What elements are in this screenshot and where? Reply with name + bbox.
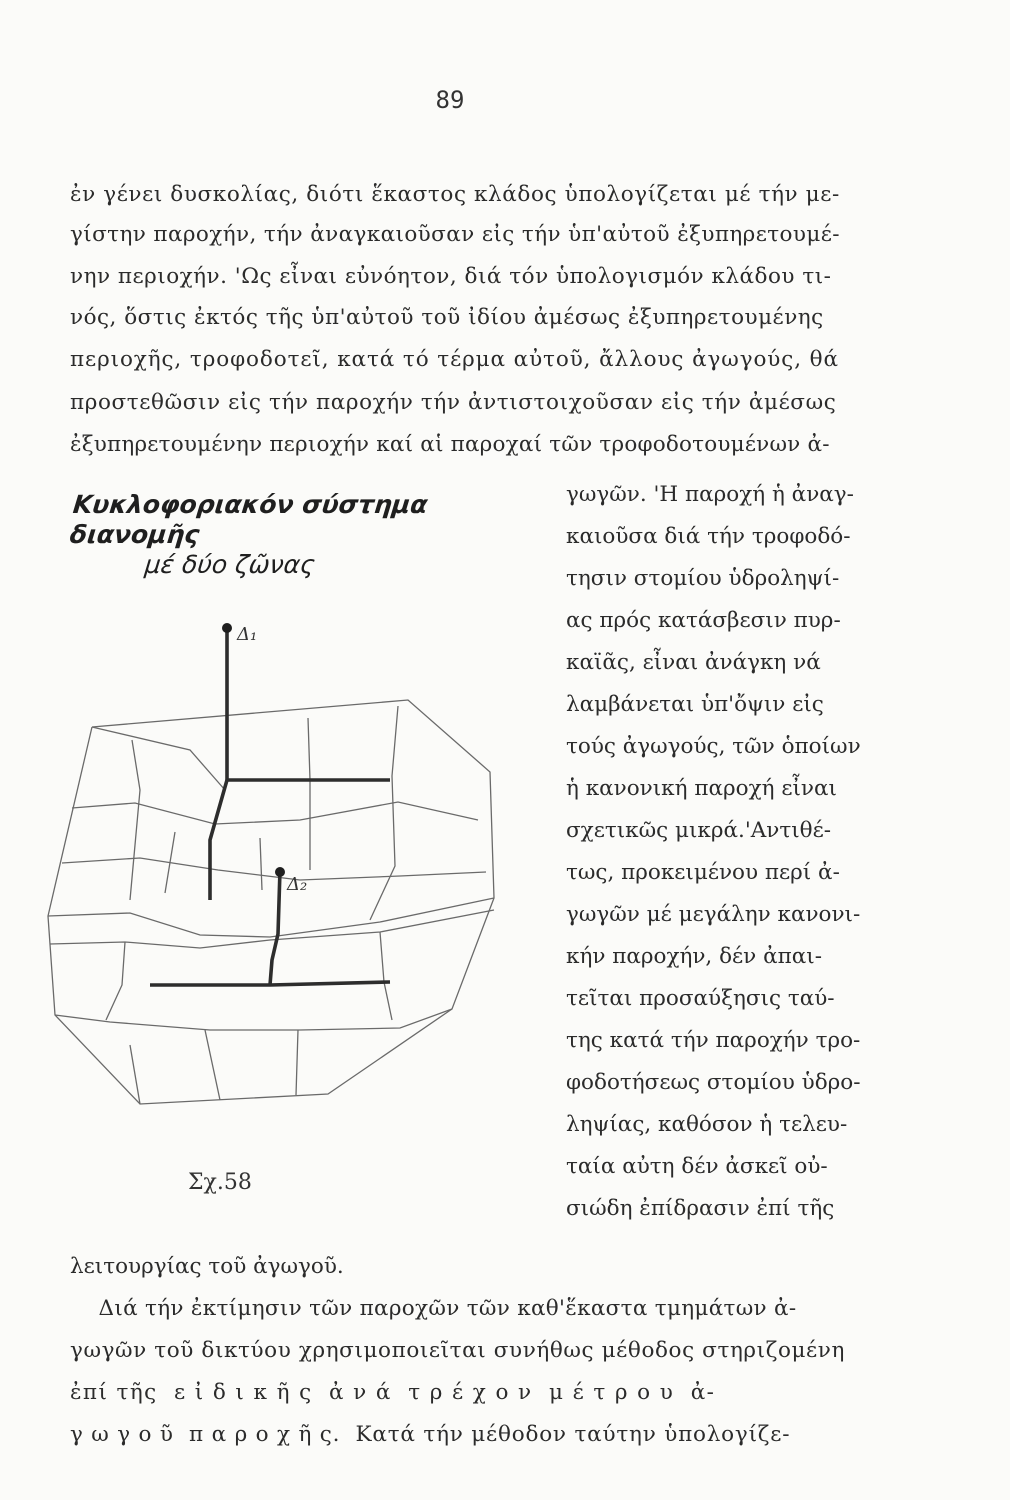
pipe-h1 <box>92 727 225 790</box>
side-line-12: κήν παροχήν, δέν ἀπαι- <box>566 944 822 969</box>
network-main-feeders <box>150 628 390 985</box>
bottom-line-2: Διά τήν ἐκτίμησιν τῶν παροχῶν τῶν καθ'ἕκαστα τμημάτων ἀ- <box>70 1296 797 1321</box>
main-feeder-down <box>210 780 227 900</box>
pipe-h3 <box>62 858 486 880</box>
figure-number: Σχ.58 <box>188 1170 252 1195</box>
side-line-6: λαμβάνεται ὑπ'ὄψιν εἰς <box>566 692 824 717</box>
side-line-1: γωγῶν. 'Η παροχή ἡ ἀναγ- <box>566 482 854 507</box>
network-boundary <box>48 700 494 1104</box>
body-line-3: νην περιοχήν. 'Ως εἶναι εὐνόητον, διά τόν ὑπολογισμόν κλάδου τι- <box>70 264 832 289</box>
body-line-2: γίστην παροχήν, τήν ἀναγκαιοῦσαν εἰς τήν ὑπ'αὐτοῦ ἐξυπηρετουμέ- <box>70 222 840 247</box>
side-line-10: τως, προκειμένου περί ἀ- <box>566 860 840 885</box>
zone-boundary-b <box>50 910 494 948</box>
pipe-v5 <box>260 838 262 890</box>
side-line-18: σιώδη ἐπίδρασιν ἐπί τῆς <box>566 1196 835 1221</box>
source-node-a2 <box>275 867 285 877</box>
side-line-11: γωγῶν μέ μεγάλην κανονι- <box>566 902 861 927</box>
pipe-v2 <box>308 718 310 870</box>
pipe-v7 <box>380 932 392 1020</box>
network-thin-pipes <box>48 700 494 1104</box>
body-line-4: νός, ὅστις ἐκτός τῆς ὑπ'αὐτοῦ τοῦ ἰδίου ἀμέσως ἐξυπηρετουμένης <box>70 305 824 330</box>
pipe-v3 <box>370 706 398 920</box>
body-line-7: ἐξυπηρετουμένην περιοχήν καί αἱ παροχαί τῶν τροφοδοτουμένων ἀ- <box>70 432 830 457</box>
pipe-h2 <box>72 802 478 824</box>
side-line-7: τούς ἀγωγούς, τῶν ὁποίων <box>566 734 861 759</box>
bottom-line-3: γωγῶν τοῦ δικτύου χρησιμοποιεῖται συνήθως μέθοδος στηριζομένη <box>70 1338 845 1363</box>
figure-title-line-1: Κυκλοφοριακόν σύστημα διανομῆς <box>68 490 430 549</box>
page-number: 89 <box>435 86 465 114</box>
side-line-3: τησιν στομίου ὑδροληψί- <box>566 566 840 591</box>
figure-title-line-2: μέ δύο ζῶνας <box>143 550 317 579</box>
side-line-5: καϊᾶς, εἶναι ἀνάγκη νά <box>566 650 821 675</box>
body-line-5: περιοχῆς, τροφοδοτεῖ, κατά τό τέρμα αὐτοῦ, ἄλλους ἀγωγούς, θά <box>70 347 839 372</box>
side-line-17: ταία αὐτη δέν ἀσκεῖ οὐ- <box>566 1154 828 1179</box>
main-feeder-zone-2 <box>270 870 280 985</box>
zone-boundary-a <box>48 898 494 937</box>
pipe-v6 <box>106 942 125 1020</box>
label-a2: Δ₂ <box>287 874 308 895</box>
side-line-2: καιοῦσα διά τήν τροφοδό- <box>566 524 851 549</box>
pipe-v10 <box>296 1030 298 1095</box>
source-node-a1 <box>222 623 232 633</box>
body-line-1: ἐν γένει δυσκολίας, διότι ἕκαστος κλάδος ὑπολογίζεται μέ τήν με- <box>70 182 840 207</box>
side-line-9: σχετικῶς μικρά.'Αντιθέ- <box>566 818 832 843</box>
side-line-13: τεῖται προσαύξησις ταύ- <box>566 986 835 1011</box>
pipe-v9 <box>205 1030 220 1100</box>
body-line-6: προστεθῶσιν εἰς τήν παροχήν τήν ἀντιστοιχοῦσαν εἰς τήν ἀμέσως <box>70 390 837 415</box>
label-a1: Δ₁ <box>237 624 258 645</box>
bottom-line-1: λειτουργίας τοῦ ἀγωγοῦ. <box>70 1254 344 1279</box>
side-line-14: της κατά τήν παροχήν τρο- <box>566 1028 861 1053</box>
side-line-8: ἡ κανονική παροχή εἶναι <box>566 776 837 801</box>
side-line-4: ας πρός κατάσβεσιν πυρ- <box>566 608 841 633</box>
bottom-line-4: ἐπί τῆς ε ἰ δ ι κ ῆ ς ἀ ν ά τ ρ έ χ ο ν μ έ τ ρ ο υ ἀ- <box>70 1380 716 1405</box>
bottom-line-5: γ ω γ ο ῦ π α ρ ο χ ῆ ς. Κατά τήν μέθοδον ταύτην ὑπολογίζε- <box>70 1422 791 1447</box>
side-line-16: ληψίας, καθόσον ἡ τελευ- <box>566 1112 848 1137</box>
pipe-v1 <box>130 740 140 900</box>
side-line-15: φοδοτήσεως στομίου ὑδρο- <box>566 1070 861 1095</box>
